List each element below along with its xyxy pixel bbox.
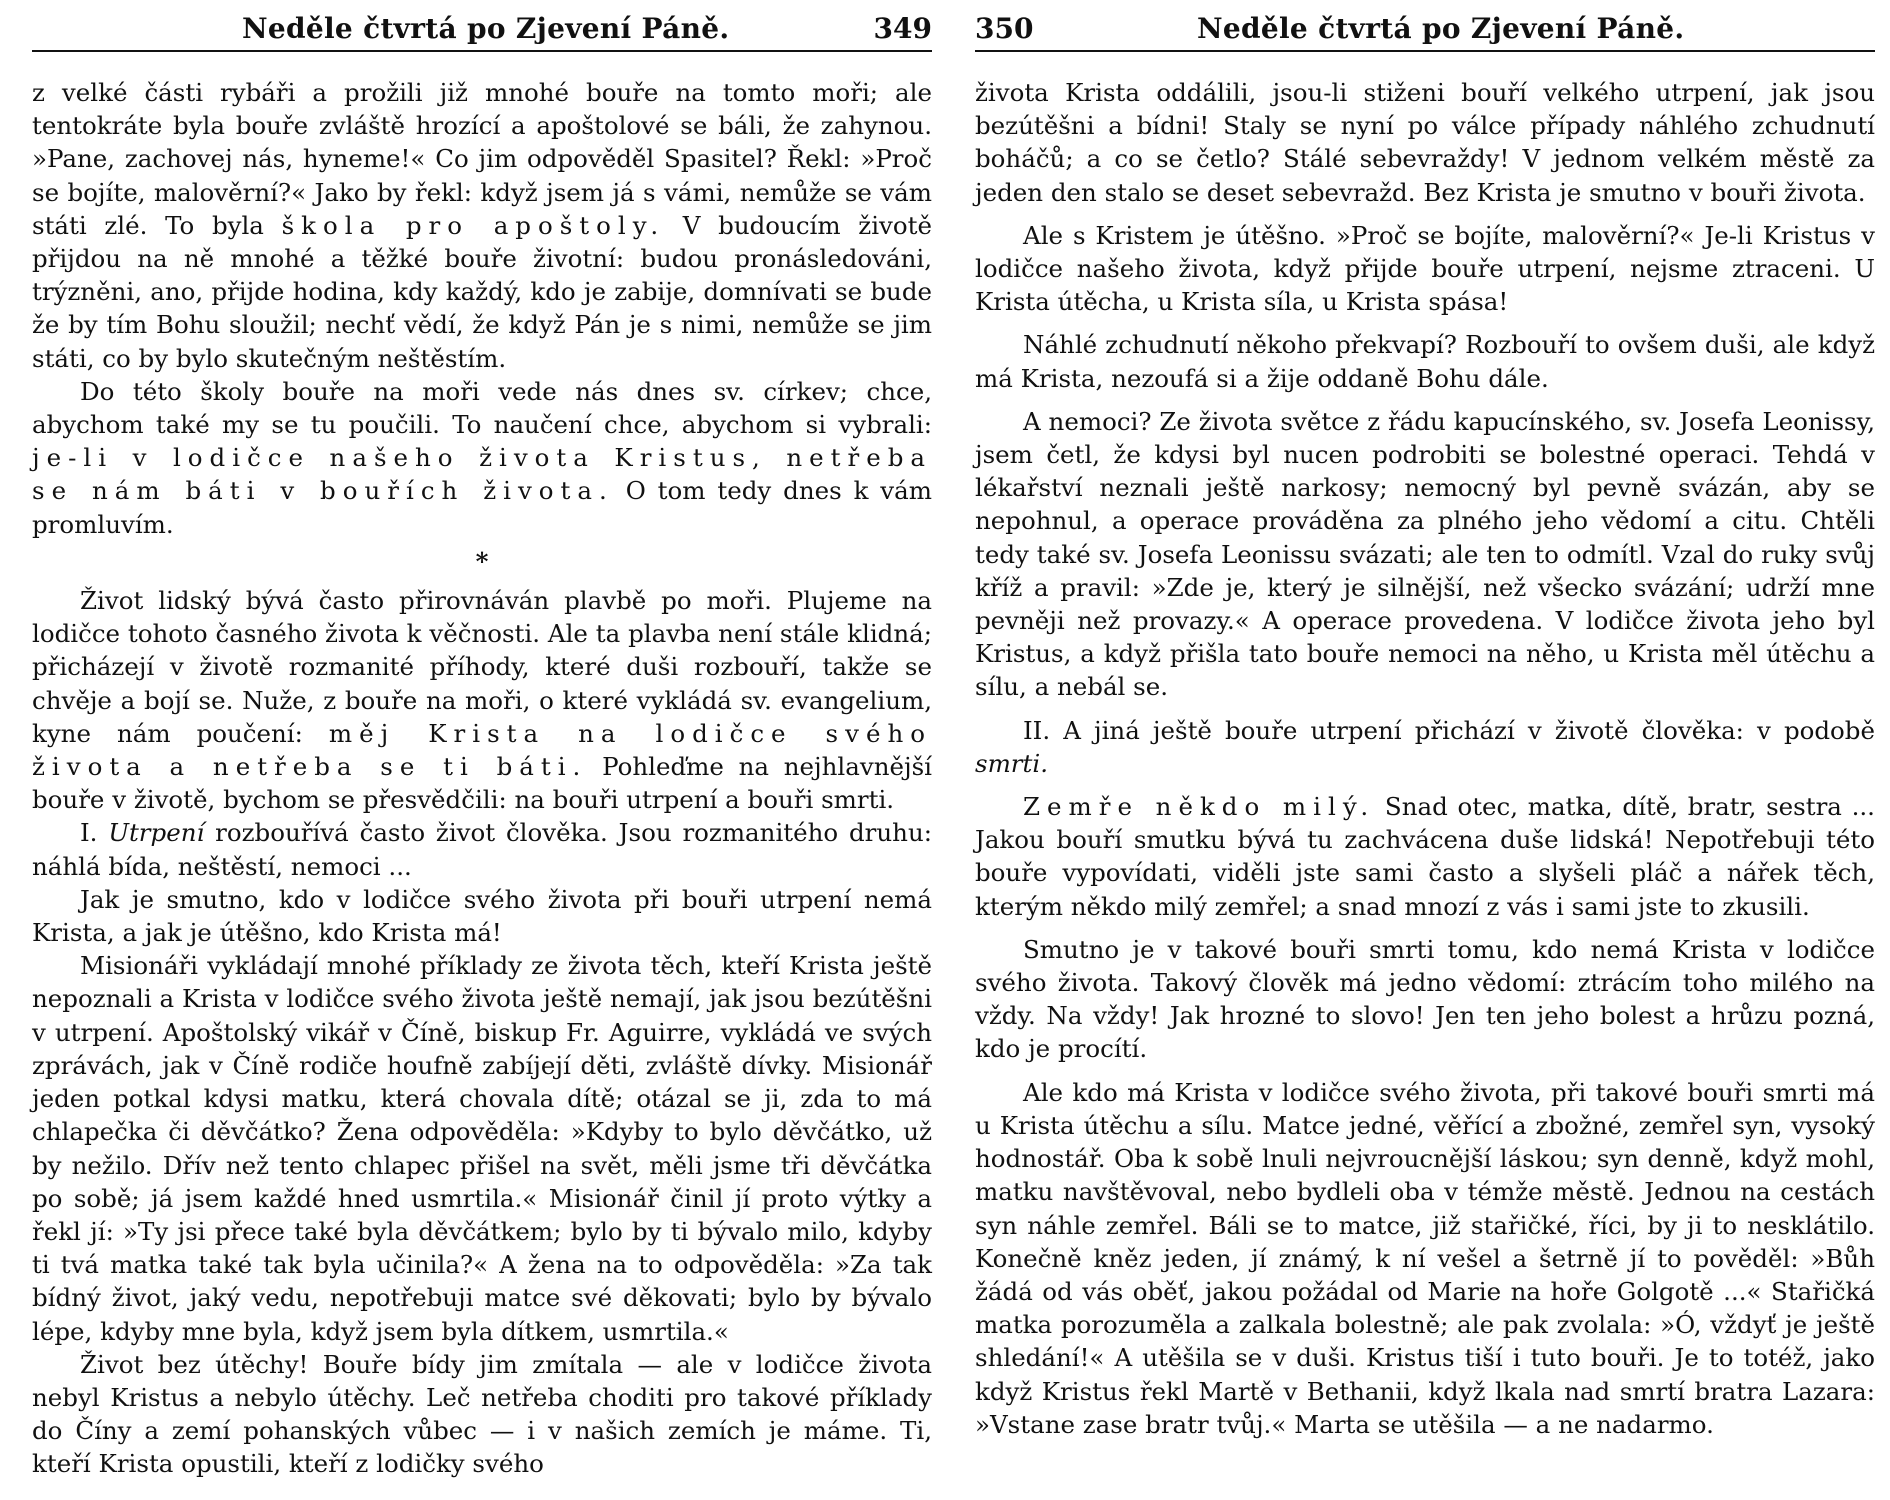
right-page (975, 0, 1875, 1500)
left-page-body (32, 76, 932, 1481)
right-page-body (975, 76, 1875, 1441)
spaced-emphasis: je-li v lodičce našeho života Kristus, netřeba se nám báti v bouřích života. (32, 443, 932, 506)
left-page (32, 0, 932, 1500)
italic-term: smrti. (975, 748, 1048, 778)
paragraph: Ale kdo má Krista v lodičce svého života, při takové bouři smrti má u Krista útěchu a sílu. Matce jedné, věřící a zbožné, zemřel syn, vysoký hodnostář. Oba k sobě lnuli nejvroucnější láskou; syn denně, když mohl, matku navštěvoval, nebo bydleli oba v témže městě. Jednou na cestách syn náhle zemřel. Báli se to matce, již stařičké, říci, by ji to nesklátilo. Konečně kněz jeden, jí známý, k ní vešel a šetrně jí to pověděl: »Bůh žádá od vás oběť, jakou požádal od Marie na hoře Golgotě ...« Stařičká matka porozuměla a zalkala bolestně; ale pak zvolala: »Ó, vždyť je ještě shledání!« A utěšila se v duši. Kristus tiší i tuto bouři. Je to totéž, jako když Kristus řekl Martě v Bethanii, když lkala nad smrtí bratra Lazara: »Vstane zase bratr tvůj.« Marta se utěšila — a ne nadarmo. (975, 1077, 1875, 1439)
spaced-emphasis: škola pro apoštoly. (281, 210, 666, 240)
paragraph: života Krista oddálili, jsou-li stiženi bouří velkého utrpení, jak jsou bezútěšni a bídni! Staly se nyní po válce případy náhlého zchudnutí boháčů; a co se četlo? Stálé sebevraždy! V jednom velkém městě za jeden den stalo se deset sebevražd. Bez Krista je smutno v bouři života. (975, 78, 1875, 207)
italic-term: Utrpení (108, 818, 205, 848)
running-title: Neděle čtvrtá po Zjevení Páně. (242, 12, 730, 45)
paragraph: Život bez útěchy! Bouře bídy jim zmítala — ale v lodičce života nebyl Kristus a nebylo útěchy. Leč netřeba choditi pro takové příklady do Číny a zemí pohanských vůbec — i v našich zemích je máme. Ti, kteří Krista opustili, kteří z lodičky svého (32, 1349, 932, 1479)
paragraph-text: V budoucím životě přijdou na ně mnohé a těžké bouře životní: budou pronásledováni, trýzněni, ano, přijde hodina, kdy každý, kdo je zabije, domnívati se bude že by tím Bohu sloužil; nechť vědí, že když Pán je s nimi, nemůže se jim státi, co by bylo skutečným neštěstím. (32, 210, 932, 373)
paragraph-text: Snad otec, matka, dítě, bratr, sestra ... Jakou bouří smutku bývá tu zachvácena duše lidská! Nepotřebuji této bouře vypovídati, viděli jste sami často a slyšeli pláč a nářek těch, kterým někdo milý zemřel; a snad mnozí z vás i sami jste to zkusili. (975, 792, 1875, 921)
page-number: 349 (873, 12, 932, 45)
paragraph-text: II. A jiná ještě bouře utrpení přichází v životě člověka: v podobě (1023, 715, 1875, 745)
paragraph-text: rozbouřívá často život člověka. Jsou rozmanitého druhu: náhlá bída, neštěstí, nemoci ... (32, 818, 932, 881)
page-number: 350 (975, 12, 1034, 45)
spaced-emphasis: Zemře někdo milý. (1023, 792, 1376, 822)
paragraph (32, 375, 932, 541)
paragraph: Náhlé zchudnutí někoho překvapí? Rozbouří to ovšem duši, ale když má Krista, nezoufá si a žije oddaně Bohu dále. (975, 330, 1875, 393)
paragraph: Misionáři vykládají mnohé příklady ze života těch, kteří Krista ještě nepoznali a Krista v lodičce svého života ještě nemají, jak jsou bezútěšni v utrpení. Apoštolský vikář v Číně, biskup Fr. Aguirre, vykládá ve svých zprávách, jak v Číně rodiče houfně zabíjejí děti, zvláště dívky. Misionář jeden potkal kdysi matku, která chovala dítě; otázal se ji, zda to má chlapečka či děvčátko? Žena odpověděla: »Kdyby to bylo děvčátko, už by nežilo. Dřív než tento chlapec přišel na svět, měli jsme tři děvčátka po sobě; já jsem každé hned usmrtila.« Misionář činil jí proto výtky a řekl jí: »Ty jsi přece také byla děvčátkem; bylo by ti bývalo milo, kdyby ti tvá matka také tak byla učinila?« A žena na to odpověděla: »Za tak bídný život, jaký vedu, nepotřebuji matce své děkovati; bylo by bývalo lépe, kdyby mne byla, když jsem byla dítkem, usmrtila.« (32, 951, 932, 1346)
paragraph-text: Život lidský bývá často přirovnáván plavbě po moři. Plujeme na lodičce tohoto časného života k věčnosti. Ale ta plavba není stále klidná; přicházejí v životě rozmanité příhody, které duši rozbouří, takže se chvěje a bojí se. Nuže, z bouře na moři, o které vykládá sv. evangelium, kyne nám poučení: (32, 586, 932, 748)
paragraph: Ale s Kristem je útěšno. »Proč se bojíte, malověrní?« Je-li Kristus v lodičce našeho života, když přijde bouře utrpení, nejsme ztraceni. U Krista útěcha, u Krista síla, u Krista spása! (975, 220, 1875, 317)
section-divider: * (475, 546, 489, 576)
running-title: Neděle čtvrtá po Zjevení Páně. (1197, 12, 1685, 45)
paragraph: Jak je smutno, kdo v lodičce svého života při bouři utrpení nemá Krista, a jak je útěšno, kdo Krista má! (32, 884, 932, 948)
paragraph (32, 76, 932, 375)
spaced-emphasis: měj Krista na lodičce svého života a netřeba se ti báti. (32, 718, 932, 782)
paragraph-text: z velké části rybáři a prožili již mnohé bouře na tomto moři; ale tentokráte byla bouře zvláště hrozící a apoštolové se báli, že zahynou. »Pane, zachovej nás, hyneme!« Co jim odpověděl Spasitel? Řekl: »Proč se bojíte, malověrní?« Jako by řekl: když jsem já s vámi, nemůže se vám státi zlé. To byla (32, 78, 932, 240)
paragraph: Smutno je v takové bouři smrti tomu, kdo nemá Krista v lodičce svého života. Takový člověk má jedno vědomí: ztrácím toho milého na vždy. Na vždy! Jak hrozné to slovo! Jen ten jeho bolest a hrůzu pozná, kdo je procítí. (975, 934, 1875, 1064)
paragraph-text: Pohleďme na nejhlavnější bouře v životě, bychom se přesvědčili: na bouři utrpení a bouři smrti. (32, 752, 932, 815)
paragraph-text: Do této školy bouře na moři vede nás dnes sv. církev; chce, abychom také my se tu poučili. To naučení chce, abychom si vybrali: (32, 376, 932, 440)
left-page-header (32, 6, 932, 52)
paragraph (32, 584, 932, 816)
right-page-header (975, 6, 1875, 52)
paragraph (975, 790, 1875, 923)
paragraph (975, 714, 1875, 780)
paragraph-text: O tom tedy dnes k vám promluvím. (32, 476, 932, 539)
section-number: I. (80, 818, 98, 848)
paragraph (32, 816, 932, 882)
paragraph: A nemoci? Ze života světce z řádu kapucínského, sv. Josefa Leonissy, jsem četl, že kdysi byl nucen podrobiti se bolestné operaci. Tehdá v lékařství neznali ještě narkosy; nemocný byl pevně svázán, aby se nepohnul, a operace prováděna za plného jeho vědomí a citu. Chtěli tedy také sv. Josefa Leonissu svázati; ale ten to odmítl. Vzal do ruky svůj kříž a pravil: »Zde je, který je silnější, než všecko svázání; udrží mne pevněji než provazy.« A operace provedena. V lodičce života jeho byl Kristus, a když přišla tato bouře nemoci na něho, u Krista měl útěchu a sílu, a nebál se. (975, 406, 1875, 702)
